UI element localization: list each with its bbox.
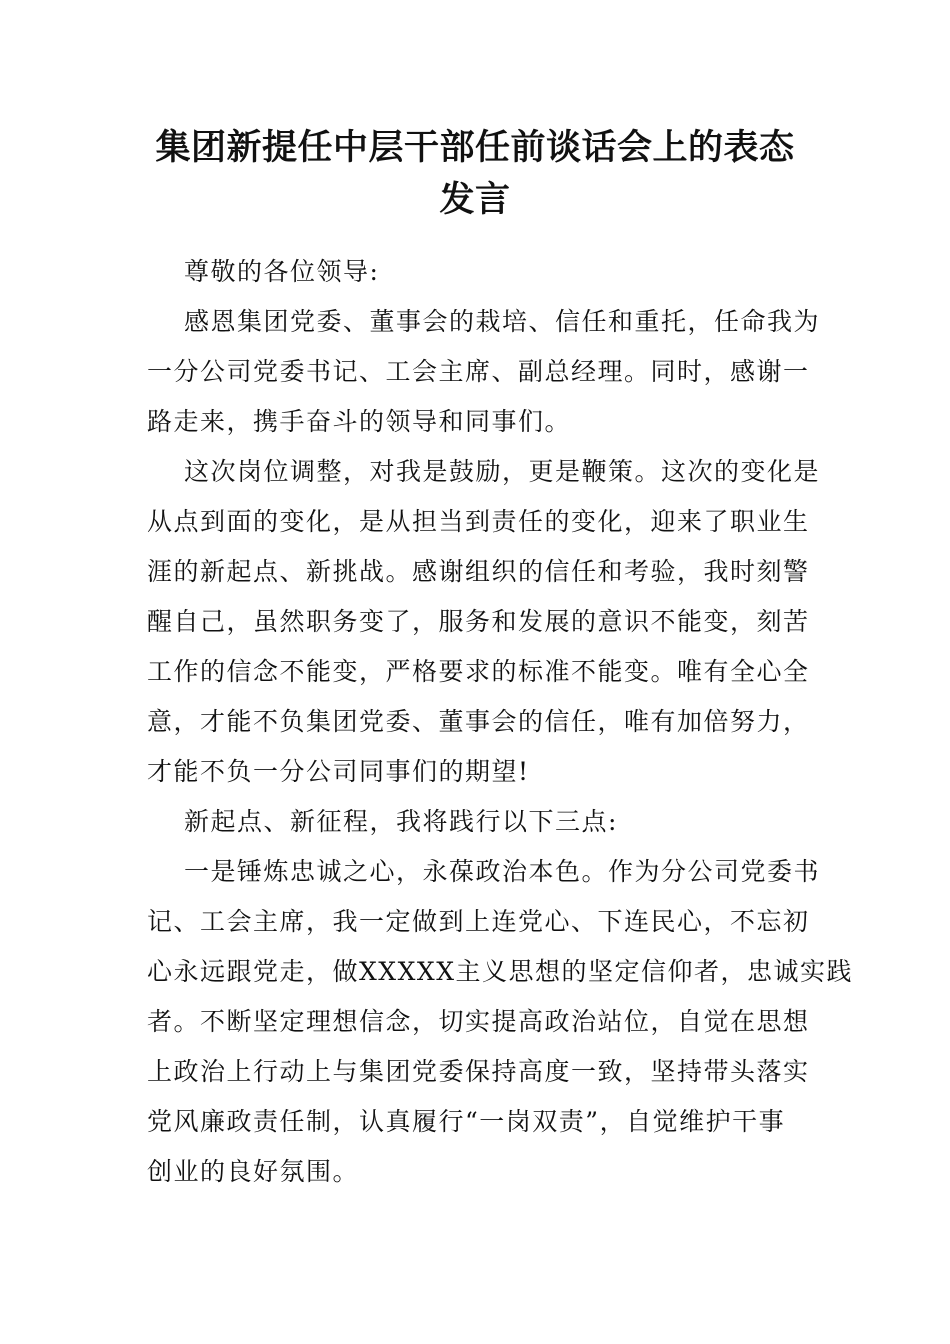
paragraph-line: 尊敬的各位领导: [184, 257, 380, 286]
paragraph-line: 从点到面的变化，是从担当到责任的变化，迎来了职业生 [147, 507, 810, 536]
intro-points-paragraph [147, 797, 807, 847]
paragraph-line: 这次岗位调整，对我是鼓励，更是鞭策。这次的变化是 [184, 457, 821, 486]
salutation-paragraph [147, 247, 807, 297]
paragraph-line: 党风廉政责任制，认真履行“一岗双责”，自觉维护干事 [147, 1107, 786, 1136]
gratitude-paragraph [147, 297, 821, 447]
reflection-paragraph [147, 447, 821, 797]
paragraph-line: 一分公司党委书记、工会主席、副总经理。同时，感谢一 [147, 357, 810, 386]
paragraph-line: 涯的新起点、新挑战。感谢组织的信任和考验，我时刻警 [147, 557, 810, 586]
paragraph-line: 工作的信念不能变，严格要求的标准不能变。唯有全心全 [147, 657, 810, 686]
point-one-paragraph [147, 847, 853, 1197]
paragraph-line: 新起点、新征程，我将践行以下三点: [184, 807, 618, 836]
paragraph-line: 记、工会主席，我一定做到上连党心、下连民心，不忘初 [147, 907, 810, 936]
paragraph-line: 一是锤炼忠诚之心，永葆政治本色。作为分公司党委书 [184, 857, 821, 886]
paragraph-line: 醒自己，虽然职务变了，服务和发展的意识不能变，刻苦 [147, 607, 810, 636]
paragraph-line: 才能不负一分公司同事们的期望! [147, 757, 530, 786]
document-title [140, 122, 810, 226]
paragraph-line: 意，才能不负集团党委、董事会的信任，唯有加倍努力， [147, 707, 810, 736]
paragraph-line: 者。不断坚定理想信念，切实提高政治站位，自觉在思想 [147, 1007, 810, 1036]
title-line-1: 集团新提任中层干部任前谈话会上的表态 [155, 127, 795, 168]
document-body [147, 247, 853, 1197]
title-line-2: 发言 [439, 179, 511, 220]
paragraph-line: 上政治上行动上与集团党委保持高度一致，坚持带头落实 [147, 1057, 810, 1086]
paragraph-line: 创业的良好氛围。 [147, 1157, 360, 1186]
paragraph-line: 路走来，携手奋斗的领导和同事们。 [147, 407, 572, 436]
paragraph-line: 感恩集团党委、董事会的栽培、信任和重托，任命我为 [184, 307, 821, 336]
paragraph-line: 心永远跟党走，做XXXXX主义思想的坚定信仰者，忠诚实践 [147, 957, 853, 986]
